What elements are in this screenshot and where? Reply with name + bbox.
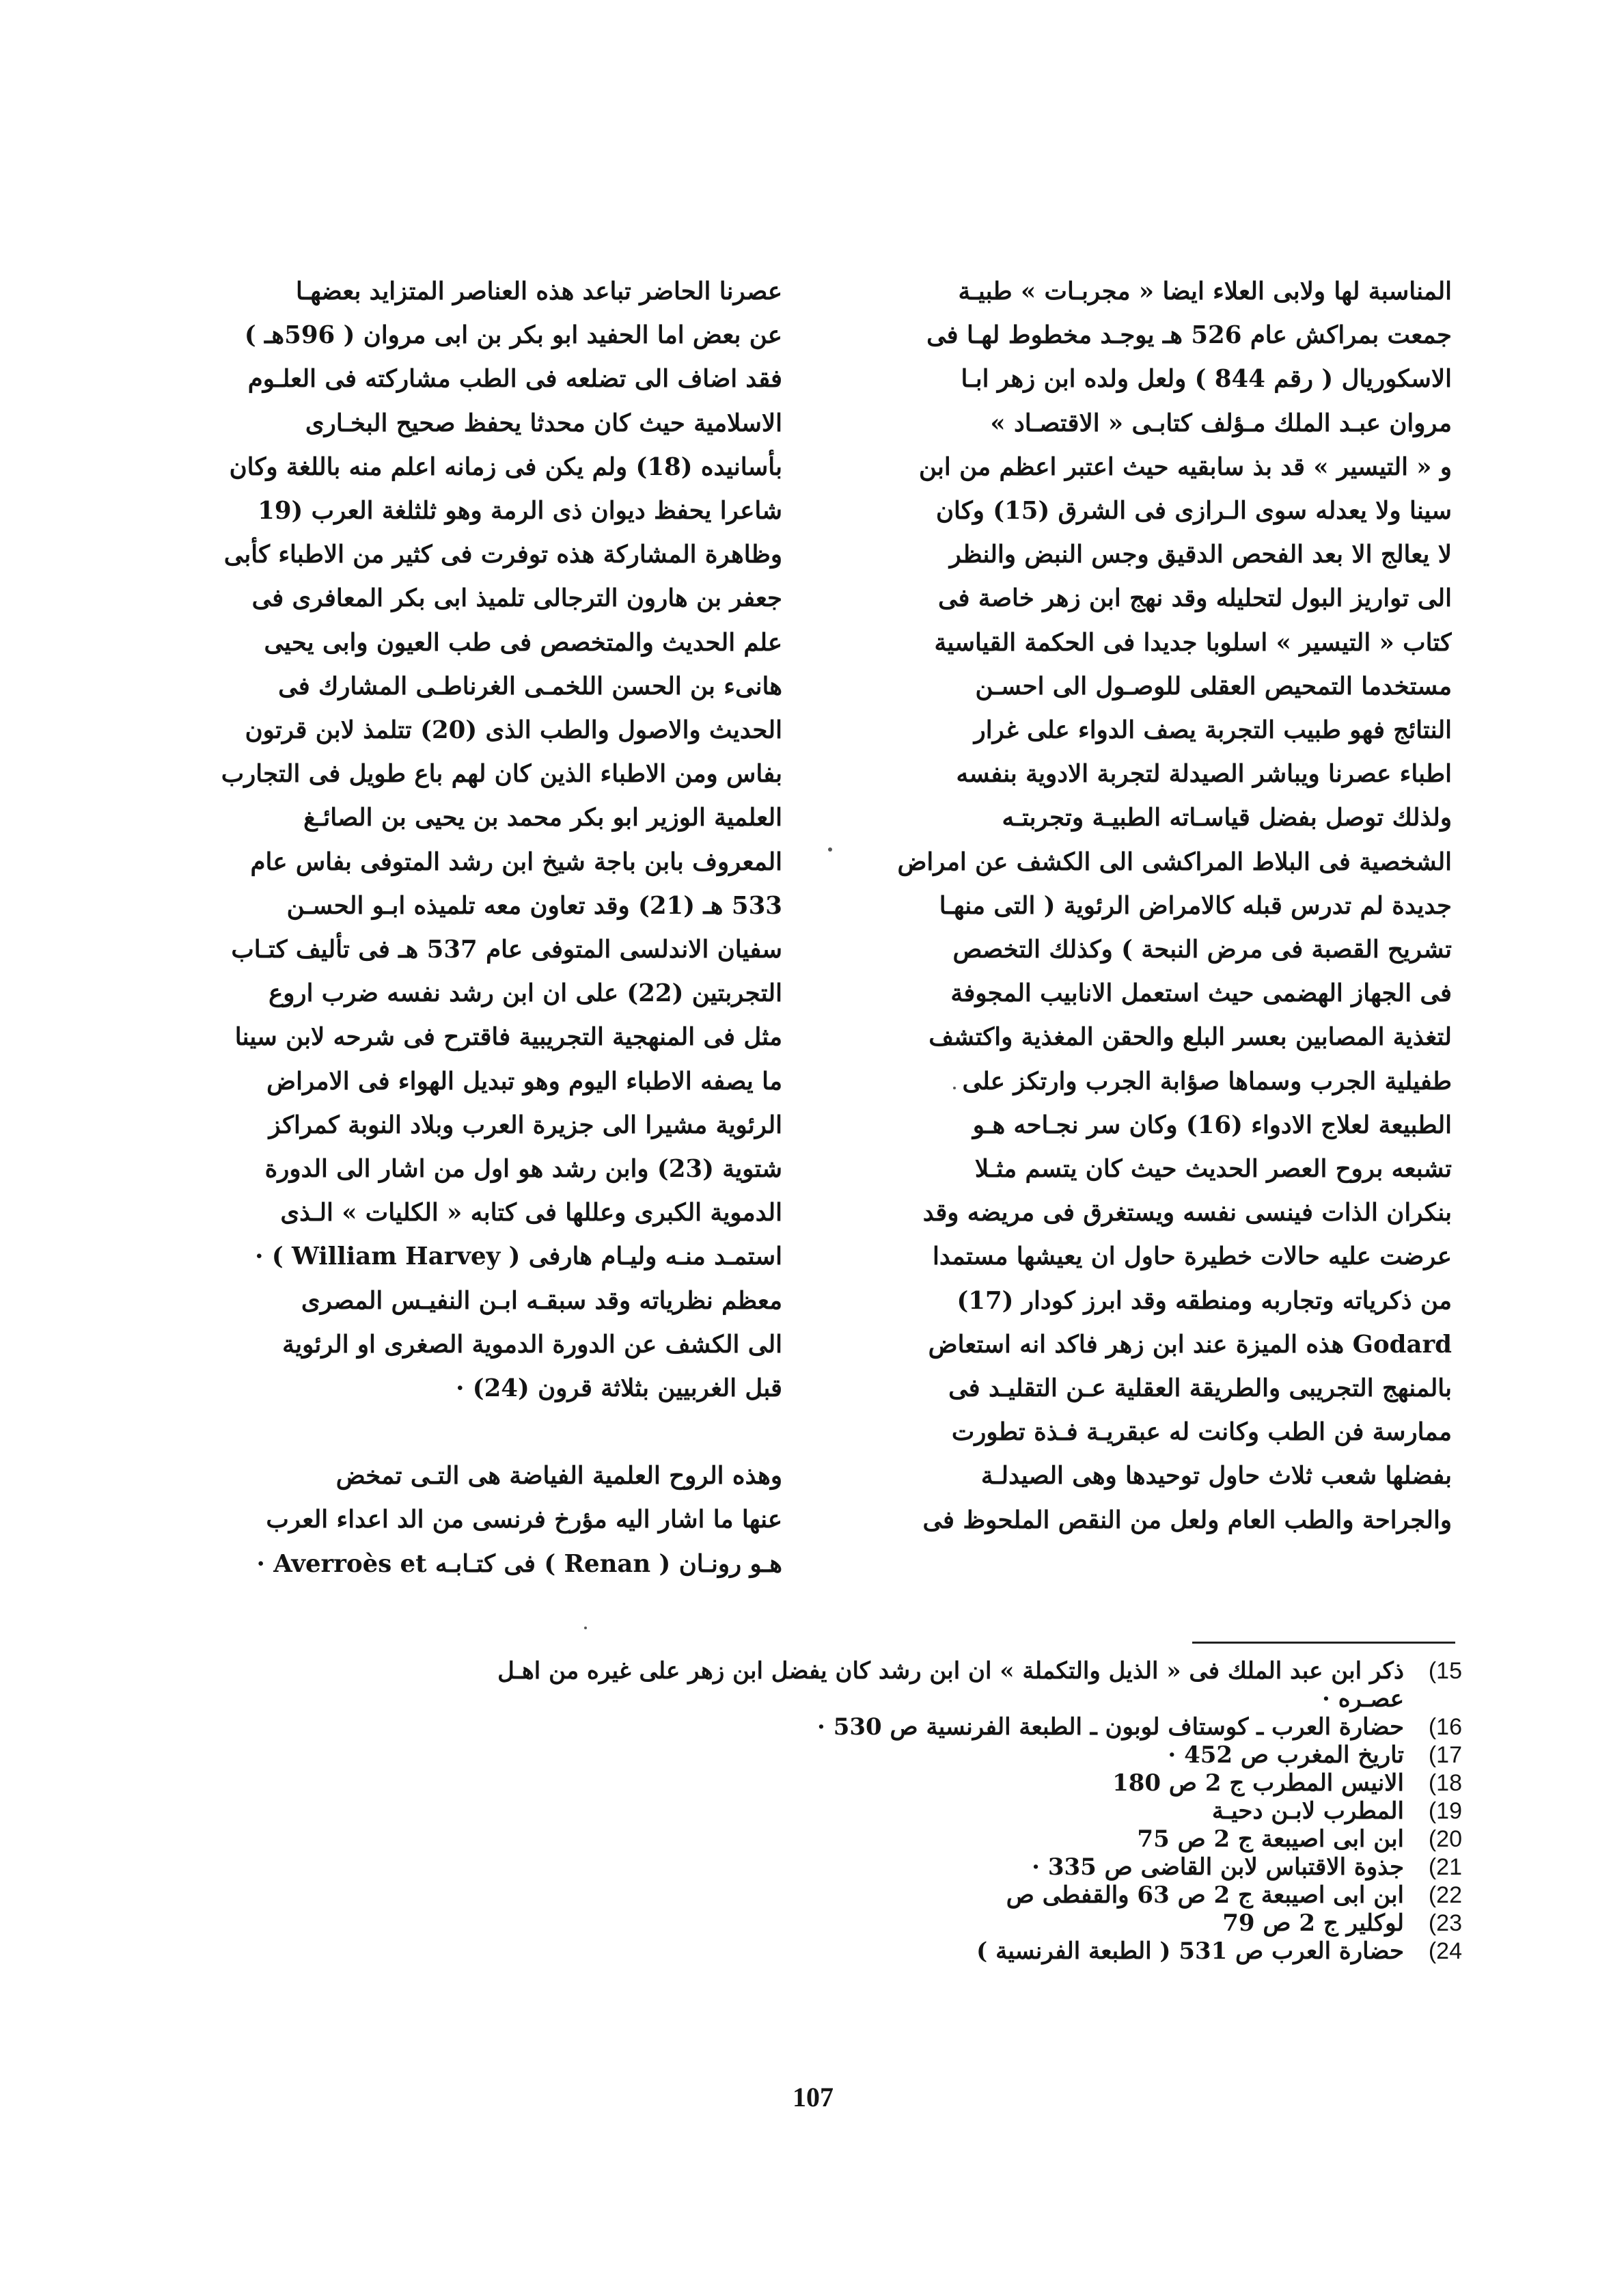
text-line: بفاس ومن الاطباء الذين كان لهم باع طويل فى التجارب bbox=[221, 760, 782, 789]
text-line: سينا ولا يعدله سوى الـرازى فى الشرق (15) وكان bbox=[935, 497, 1452, 526]
text-line: بفضلها شعب ثلاث حاول توحيدها وهى الصيدلـة bbox=[980, 1462, 1452, 1491]
text-line: الحديث والاصول والطب الذى (20) تتلمذ لابن قرتون bbox=[245, 716, 782, 745]
text-line: جعفر بن هارون الترجالى تلميذ ابى بكر المعافرى فى bbox=[251, 584, 782, 613]
footnote-text: جذوة الاقتباس لابن القاضى ص 335 · bbox=[1032, 1853, 1404, 1881]
text-line: عصرنا الحاضر تباعد هذه العناصر المتزايد بعضهـا bbox=[295, 277, 782, 305]
footnote-number: 15) bbox=[1428, 1658, 1462, 1684]
text-line: الرئوية مشيرا الى جزيرة العرب وبلاد النوبة كمراكز bbox=[269, 1111, 782, 1139]
text-line: الدموية الكبرى وعللها فى كتابه « الكليات » الـذى bbox=[280, 1199, 782, 1227]
text-line: من ذكرياته وتجاربه ومنطقه وقد ابرز كودار (17) bbox=[956, 1286, 1452, 1315]
text-line: عرضت عليه حالات خطيرة حاول ان يعيشها مستمدا bbox=[933, 1242, 1452, 1271]
footnote-item bbox=[143, 1769, 1462, 1797]
text-line: مستخدما التمحيص العقلى للوصـول الى احسـن bbox=[975, 672, 1452, 701]
text-line: طفيلية الجرب وسماها صؤابة الجرب وارتكز على bbox=[962, 1067, 1452, 1096]
text-line: الشخصية فى البلاط المراكشى الى الكشف عن امراض bbox=[897, 847, 1452, 876]
footnote-number: 16) bbox=[1428, 1714, 1462, 1740]
text-line: تشريح القصبة فى مرض النبحة ) وكذلك التخصص bbox=[952, 936, 1452, 964]
text-line: عن بعض اما الحفيد ابو بكر بن ابى مروان ( 596هـ ) bbox=[244, 321, 782, 350]
text-line: هانىء بن الحسن اللخمـى الغرناطـى المشارك فى bbox=[278, 672, 782, 701]
text-line: علم الحديث والمتخصص فى طب العيون وابى يحيى bbox=[264, 628, 782, 657]
text-line: لا يعالج الا بعد الفحص الدقيق وجس النبض والنظر bbox=[949, 541, 1452, 569]
footnote-continuation: عصـره · bbox=[1322, 1685, 1404, 1713]
footnote-item bbox=[143, 1938, 1462, 1966]
paragraph-gap bbox=[143, 1411, 782, 1454]
left-paragraph-1 bbox=[143, 270, 782, 1411]
footnote-text: حضارة العرب ـ كوستاف لوبون ـ الطبعة الفرنسية ص 530 · bbox=[817, 1713, 1404, 1741]
text-line: العلمية الوزير ابو بكر محمد بن يحيى بن الصائـغ bbox=[303, 804, 782, 832]
footnote-text: ابن ابى اصيبعة ج 2 ص 75 bbox=[1137, 1825, 1404, 1853]
footnote-item bbox=[143, 1797, 1462, 1825]
text-line: جديدة لم تدرس قبله كالامراض الرئوية ( التى منهـا bbox=[939, 891, 1452, 920]
footnote-number: 22) bbox=[1428, 1882, 1462, 1908]
footnote-number: 23) bbox=[1428, 1910, 1462, 1936]
text-line: استمـد منـه وليـام هارفى ( William Harvey ) · bbox=[255, 1242, 782, 1271]
footnote-text: ابن ابى اصيبعة ج 2 ص 63 والقفطى ص bbox=[1006, 1881, 1404, 1909]
text-line: بالمنهج التجريبى والطريقة العقلية عـن التقليـد فى bbox=[948, 1374, 1452, 1403]
text-line: الاسكوريال ( رقم 844 ) ولعل ولده ابن زهر ابـا bbox=[961, 365, 1452, 394]
text-line: المناسبة لها ولابى العلاء ايضا « مجربـات » طبيـة bbox=[958, 277, 1452, 305]
footnote-item bbox=[143, 1741, 1462, 1769]
footnote-text: ذكر ابن عبد الملك فى « الذيل والتكملة » ان ابن رشد كان يفضل ابن زهر على غيره من اهـل bbox=[497, 1657, 1404, 1685]
text-line: الى تواريز البول لتحليله وقد نهج ابن زهر خاصة فى bbox=[937, 584, 1452, 613]
scan-speck bbox=[584, 1627, 587, 1629]
text-line: 533 هـ (21) وقد تعاون معه تلميذه ابـو الحسـن bbox=[286, 891, 782, 920]
text-line: ما يصفه الاطباء اليوم وهو تبديل الهواء فى الامراض bbox=[266, 1067, 782, 1096]
text-line: قبل الغربيين بثلاثة قرون (24) · bbox=[456, 1374, 782, 1403]
text-line: اطباء عصرنا ويباشر الصيدلة لتجربة الادوية بنفسه bbox=[956, 760, 1452, 789]
text-line: الى الكشف عن الدورة الدموية الصغرى او الرئوية bbox=[282, 1330, 782, 1359]
text-line: ممارسة فن الطب وكانت له عبقريـة فـذة تطورت bbox=[951, 1418, 1452, 1447]
text-line: شتوية (23) وابن رشد هو اول من اشار الى الدورة bbox=[264, 1155, 782, 1184]
text-line: فقد اضاف الى تضلعه فى الطب مشاركته فى العلـوم bbox=[247, 365, 782, 394]
footnote-text: لوكلير ج 2 ص 79 bbox=[1222, 1909, 1404, 1937]
text-line: مثل فى المنهجية التجريبية فاقترح فى شرحه لابن سينا bbox=[234, 1023, 782, 1052]
text-line: بنكران الذات فينسى نفسه ويستغرق فى مريضه وقد bbox=[922, 1199, 1452, 1227]
text-line: شاعرا يحفظ ديوان ذى الرمة وهو ثلثلغة العرب (19 bbox=[258, 497, 782, 526]
text-line: وظاهرة المشاركة هذه توفرت فى كثير من الاطباء كأبى bbox=[223, 541, 782, 569]
text-line: هـو رونـان ( Renan ) فى كتـابـه Averroès et · bbox=[256, 1549, 782, 1578]
text-line: النتائج فهو طبيب التجربة يصف الدواء على غرار bbox=[974, 716, 1452, 745]
footnote-item bbox=[143, 1657, 1462, 1685]
footnote-item bbox=[143, 1853, 1462, 1881]
scan-speck bbox=[953, 1087, 956, 1089]
text-line: الطبيعة لعلاج الادواء (16) وكان سر نجـاحه هـو bbox=[972, 1111, 1452, 1139]
footnote-item bbox=[143, 1825, 1462, 1853]
footnote-number: 24) bbox=[1428, 1938, 1462, 1964]
footnote-text: تاريخ المغرب ص 452 · bbox=[1168, 1741, 1404, 1769]
text-line: ولذلك توصل بفضل قياسـاته الطبيـة وتجربتـه bbox=[1002, 804, 1452, 832]
footnote-text: حضارة العرب ص 531 ( الطبعة الفرنسية ) bbox=[976, 1938, 1404, 1965]
text-line: جمعت بمراكش عام 526 هـ يوجـد مخطوط لهـا فى bbox=[926, 321, 1452, 350]
text-line: لتغذية المصابين بعسر البلع والحقن المغذية واكتشف bbox=[928, 1023, 1452, 1052]
text-line: تشبعه بروح العصر الحديث حيث كان يتسم مثـلا bbox=[974, 1155, 1452, 1184]
text-line: و « التيسير » قد بذ سابقيه حيث اعتبر اعظم من ابن bbox=[919, 452, 1452, 481]
text-line: عنها ما اشار اليه مؤرخ فرنسى من الد اعداء العرب bbox=[266, 1506, 782, 1534]
text-line: معظم نظرياته وقد سبقـه ابـن النفيـس المصرى bbox=[301, 1286, 782, 1315]
right-text-column bbox=[851, 270, 1452, 1542]
text-line: المعروف بابن باجة شيخ ابن رشد المتوفى بفاس عام bbox=[250, 847, 782, 876]
footnote-separator-rule bbox=[1192, 1642, 1455, 1644]
text-line: وهذه الروح العلمية الفياضة هى التـى تمخض bbox=[335, 1462, 782, 1491]
footnote-number: 21) bbox=[1428, 1854, 1462, 1880]
left-paragraph-2 bbox=[143, 1454, 782, 1586]
footnotes-section bbox=[143, 1657, 1462, 1966]
footnote-number: 20) bbox=[1428, 1826, 1462, 1852]
text-line: كتاب « التيسير » اسلوبا جديدا فى الحكمة القياسية bbox=[934, 628, 1452, 657]
footnote-number: 18) bbox=[1428, 1770, 1462, 1796]
footnote-item bbox=[143, 1909, 1462, 1938]
text-line: فى الجهاز الهضمى حيث استعمل الانابيب المجوفة bbox=[950, 979, 1452, 1008]
footnote-text: الانيس المطرب ج 2 ص 180 bbox=[1112, 1769, 1404, 1797]
left-text-column bbox=[143, 270, 782, 1586]
text-line: التجربتين (22) على ان ابن رشد نفسه ضرب اروع bbox=[269, 979, 782, 1008]
text-line: بأسانيده (18) ولم يكن فى زمانه اعلم منه باللغة وكان bbox=[229, 452, 782, 481]
page-number: 107 bbox=[793, 2082, 834, 2112]
footnote-item bbox=[143, 1713, 1462, 1741]
text-line: مروان عبـد الملك مـؤلف كتابـى « الاقتصـاد » bbox=[990, 409, 1452, 437]
text-line: Godard هذه الميزة عند ابن زهر فاكد انه استعاض bbox=[928, 1330, 1452, 1359]
footnote-item bbox=[143, 1881, 1462, 1909]
footnote-number: 17) bbox=[1428, 1742, 1462, 1768]
footnote-number: 19) bbox=[1428, 1798, 1462, 1824]
scan-speck bbox=[828, 847, 832, 852]
text-line: سفيان الاندلسى المتوفى عام 537 هـ فى تأليف كتـاب bbox=[231, 936, 782, 964]
text-line: والجراحة والطب العام ولعل من النقص الملحوظ فى bbox=[922, 1506, 1452, 1534]
text-line: الاسلامية حيث كان محدثا يحفظ صحيح البخـارى bbox=[305, 409, 782, 437]
footnote-text: المطرب لابـن دحيـة bbox=[1211, 1797, 1404, 1825]
